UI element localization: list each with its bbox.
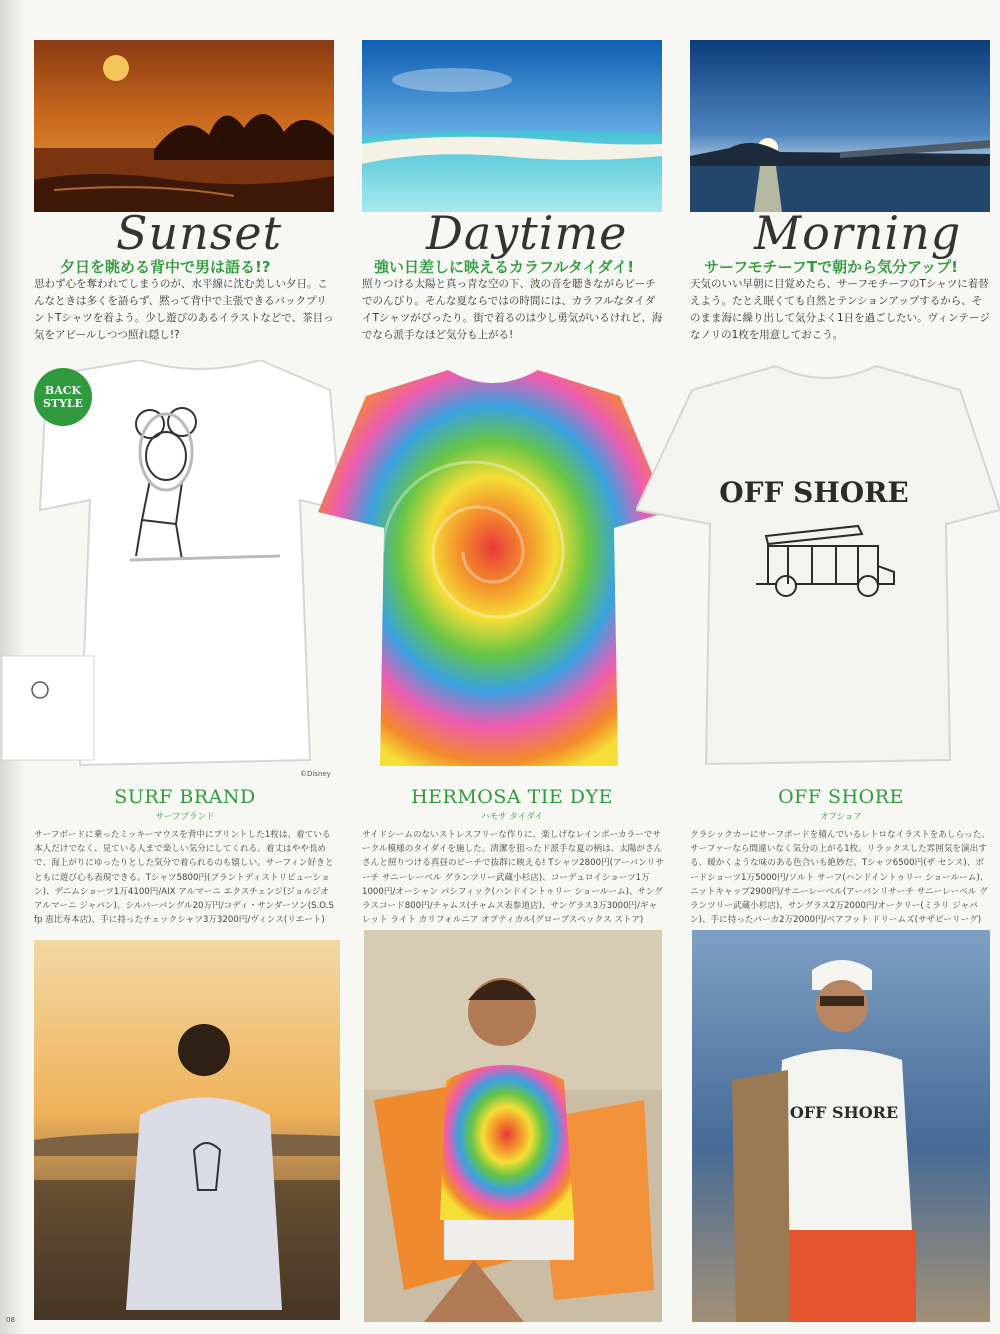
sunset-model-photo (34, 940, 340, 1320)
off-shore-model-graphic (692, 930, 990, 1322)
badge-line-2: STYLE (42, 397, 84, 410)
back-style-badge (34, 368, 92, 426)
tie-dye-model-photo (364, 930, 662, 1322)
body-text-sunset: 思わず心を奪われてしまうのが、水平線に沈む美しい夕日。こんなときは多くを語らず、黙って背中で主張できるバックプリントTシャツを着よう。少し遊びのあるイラストなどで、茶目っ気をアピールしつつ照れ隠し!? (34, 278, 334, 341)
morning-photo (690, 40, 990, 212)
brand-kana-surf-brand: サーフブランド (155, 812, 215, 822)
headline-daytime: 強い日差しに映えるカラフルタイダイ! (374, 258, 635, 276)
sunset-model-graphic (34, 940, 340, 1320)
badge-line-1: BACK (44, 384, 82, 397)
morning-photo-graphic (690, 40, 990, 212)
off-shore-model-photo (692, 930, 990, 1322)
off-shore-tshirt-photo (636, 360, 1000, 772)
brand-name-surf-brand: SURF BRAND (114, 786, 256, 808)
sunset-photo-graphic (34, 40, 334, 212)
brand-name-hermosa-tie-dye: HERMOSA TIE DYE (411, 786, 613, 808)
credit-text-surf-brand: サーフボードに乗ったミッキーマウスを背中にプリントした1枚は、着ている本人だけでなく、見ている人まで楽しい気分にしてくれる。着丈はやや長めで、海上がりにゆったりとした気分で着られるのも嬉しい。サーフィン好きとともに遊び心も表現できる。Tシャツ5800円(ブラントディストリビューション)、デニムショーツ1万4100円/AIX アルマーニ エクスチェンジ(ジョルジオ アルマーニ ジャパン)、シルバーバングル20万円/コディ・サンダーソン(S.O.S fp 恵比寿本店)、手に持ったチェックシャツ3万3200円/ヴィンス(リエート) (34, 830, 334, 926)
copyright-note: ©Disney (300, 770, 331, 778)
body-text-morning: 天気のいい早朝に目覚めたら、サーフモチーフのTシャツに着替えよう。たとえ眠くても自然とテンションアップするから、そのまま海に繰り出して気分よく1日を過ごしたい。ヴィンテージなノリの1枚を用意しておこう。 (690, 278, 990, 341)
brand-kana-off-shore: オフショア (820, 812, 862, 822)
daytime-beach-graphic (362, 40, 662, 212)
body-text-daytime: 照りつける太陽と真っ青な空の下、波の音を聴きながらビーチでのんびり。そんな夏ならではの時間には、カラフルなタイダイTシャツがぴったり。街で着るのは少し勇気がいるけれど、海でなら派手なほど気分も上がる! (362, 278, 663, 341)
headline-sunset: 夕日を眺める背中で男は語る!? (60, 258, 271, 276)
brand-kana-hermosa-tie-dye: ハモサ タイダイ (481, 812, 543, 822)
tie-dye-tshirt-graphic (318, 362, 668, 772)
off-shore-model-print-text: OFF SHORE (789, 1103, 899, 1122)
off-shore-tshirt-graphic (636, 360, 1000, 772)
tie-dye-tshirt-photo (318, 362, 668, 772)
credit-text-off-shore: クラシックカーにサーフボードを積んでいるレトロなイラストをあしらった。サーファーなら間違いなく気分の上がる1枚。リラックスした雰囲気を演出する、暖かくような味のある色合いも絶妙だ。Tシャツ6500円(ザ センス)、ボードショーツ1万5000円/ソルト サーフ(ハンドイントゥリー ショールーム)、ニットキャップ2900円/サニーレーベル(アーバンリサーチ サニーレーベル グランツリー武蔵小杉店)、サングラス2万2000円/オークリー(ミラリ ジャパン)、手に持ったパーカ2万2000円/ベアフット ドリームズ(サザビーリーグ) (690, 830, 990, 926)
headline-morning: サーフモチーフTで朝から気分アップ! (704, 258, 958, 276)
page-number: 08 (6, 1316, 15, 1324)
tie-dye-model-graphic (364, 930, 662, 1322)
section-title-daytime: Daytime (426, 206, 628, 260)
section-title-sunset: Sunset (116, 206, 283, 260)
off-shore-print-text: OFF SHORE (719, 476, 909, 509)
section-title-morning: Morning (754, 206, 962, 260)
sunset-photo (34, 40, 334, 212)
daytime-beach-photo (362, 40, 662, 212)
brand-name-off-shore: OFF SHORE (778, 786, 904, 808)
credit-text-hermosa-tie-dye: サイドシームのないストレスフリーな作りに、楽しげなレインボーカラーでサークル模様のタイダイを施した。清潔を狙ったド派手な夏の柄は、太陽がさんさんと照りつける真昼のビーチで抜群に映える! Tシャツ2800円(アーバンリサーチ サニーレーベル グランツリー武蔵小杉店)、コーデュロイショーツ1万1000円/オーシャン パシフィック(ハンドイントゥリー ショールーム)、サングラスコード800円/チャムス(チャムス表参道店)、サングラス3万3000円/ギャレット ライト カリフォルニア オプティカル(グローブスペックス ストア) (362, 830, 664, 926)
